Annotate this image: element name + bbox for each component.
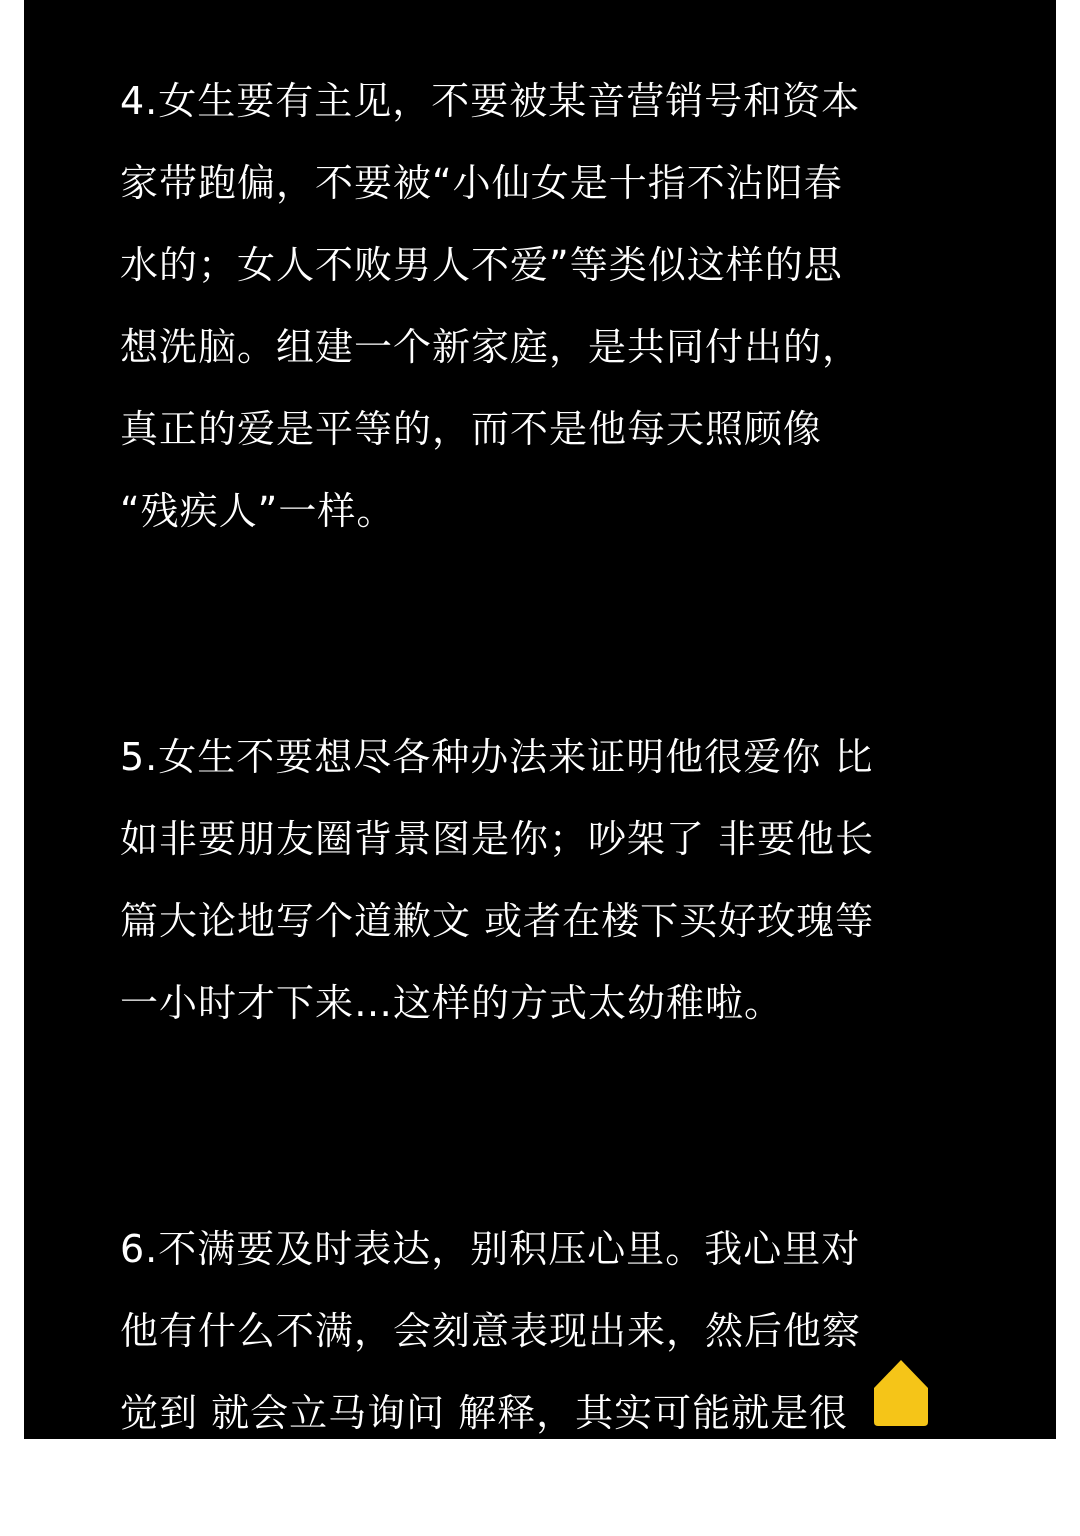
text-line: 4.女生要有主见，不要被某音营销号和资本 xyxy=(120,79,861,123)
text-line: 想洗脑。组建一个新家庭，是共同付出的， xyxy=(120,325,862,369)
yellow-house-icon xyxy=(872,1358,930,1428)
paragraph-5 xyxy=(120,716,1010,1044)
paragraph-4 xyxy=(120,60,1010,552)
text-line: 他有什么不满，会刻意表现出来，然后他察 xyxy=(120,1309,862,1353)
text-line: 一小时才下来…这样的方式太幼稚啦。 xyxy=(120,981,784,1025)
text-line: 觉到 就会立马询问 解释，其实可能就是很 xyxy=(120,1391,849,1435)
paragraph-spacer xyxy=(120,1044,1010,1208)
text-line: 家带跑偏，不要被“小仙女是十指不沾阳春 xyxy=(120,161,843,205)
paragraph-spacer xyxy=(120,552,1010,716)
text-line: “残疾人”一样。 xyxy=(120,489,396,533)
text-line: 5.女生不要想尽各种办法来证明他很爱你 比 xyxy=(120,735,874,779)
text-line: 小的一个误会，及时解决，皆大欢喜。 xyxy=(120,1473,784,1517)
text-card xyxy=(24,0,1056,1517)
text-line: 如非要朋友圈背景图是你；吵架了 非要他长 xyxy=(120,817,875,861)
text-line: 6.不满要及时表达，别积压心里。我心里对 xyxy=(120,1227,861,1271)
text-line: 篇大论地写个道歉文 或者在楼下买好玫瑰等 xyxy=(120,899,875,943)
badge-shape xyxy=(874,1360,928,1426)
text-line: 水的；女人不败男人不爱”等类似这样的思 xyxy=(120,243,843,287)
article-body xyxy=(120,60,1010,1536)
text-line: 真正的爱是平等的，而不是他每天照顾像 xyxy=(120,407,823,451)
